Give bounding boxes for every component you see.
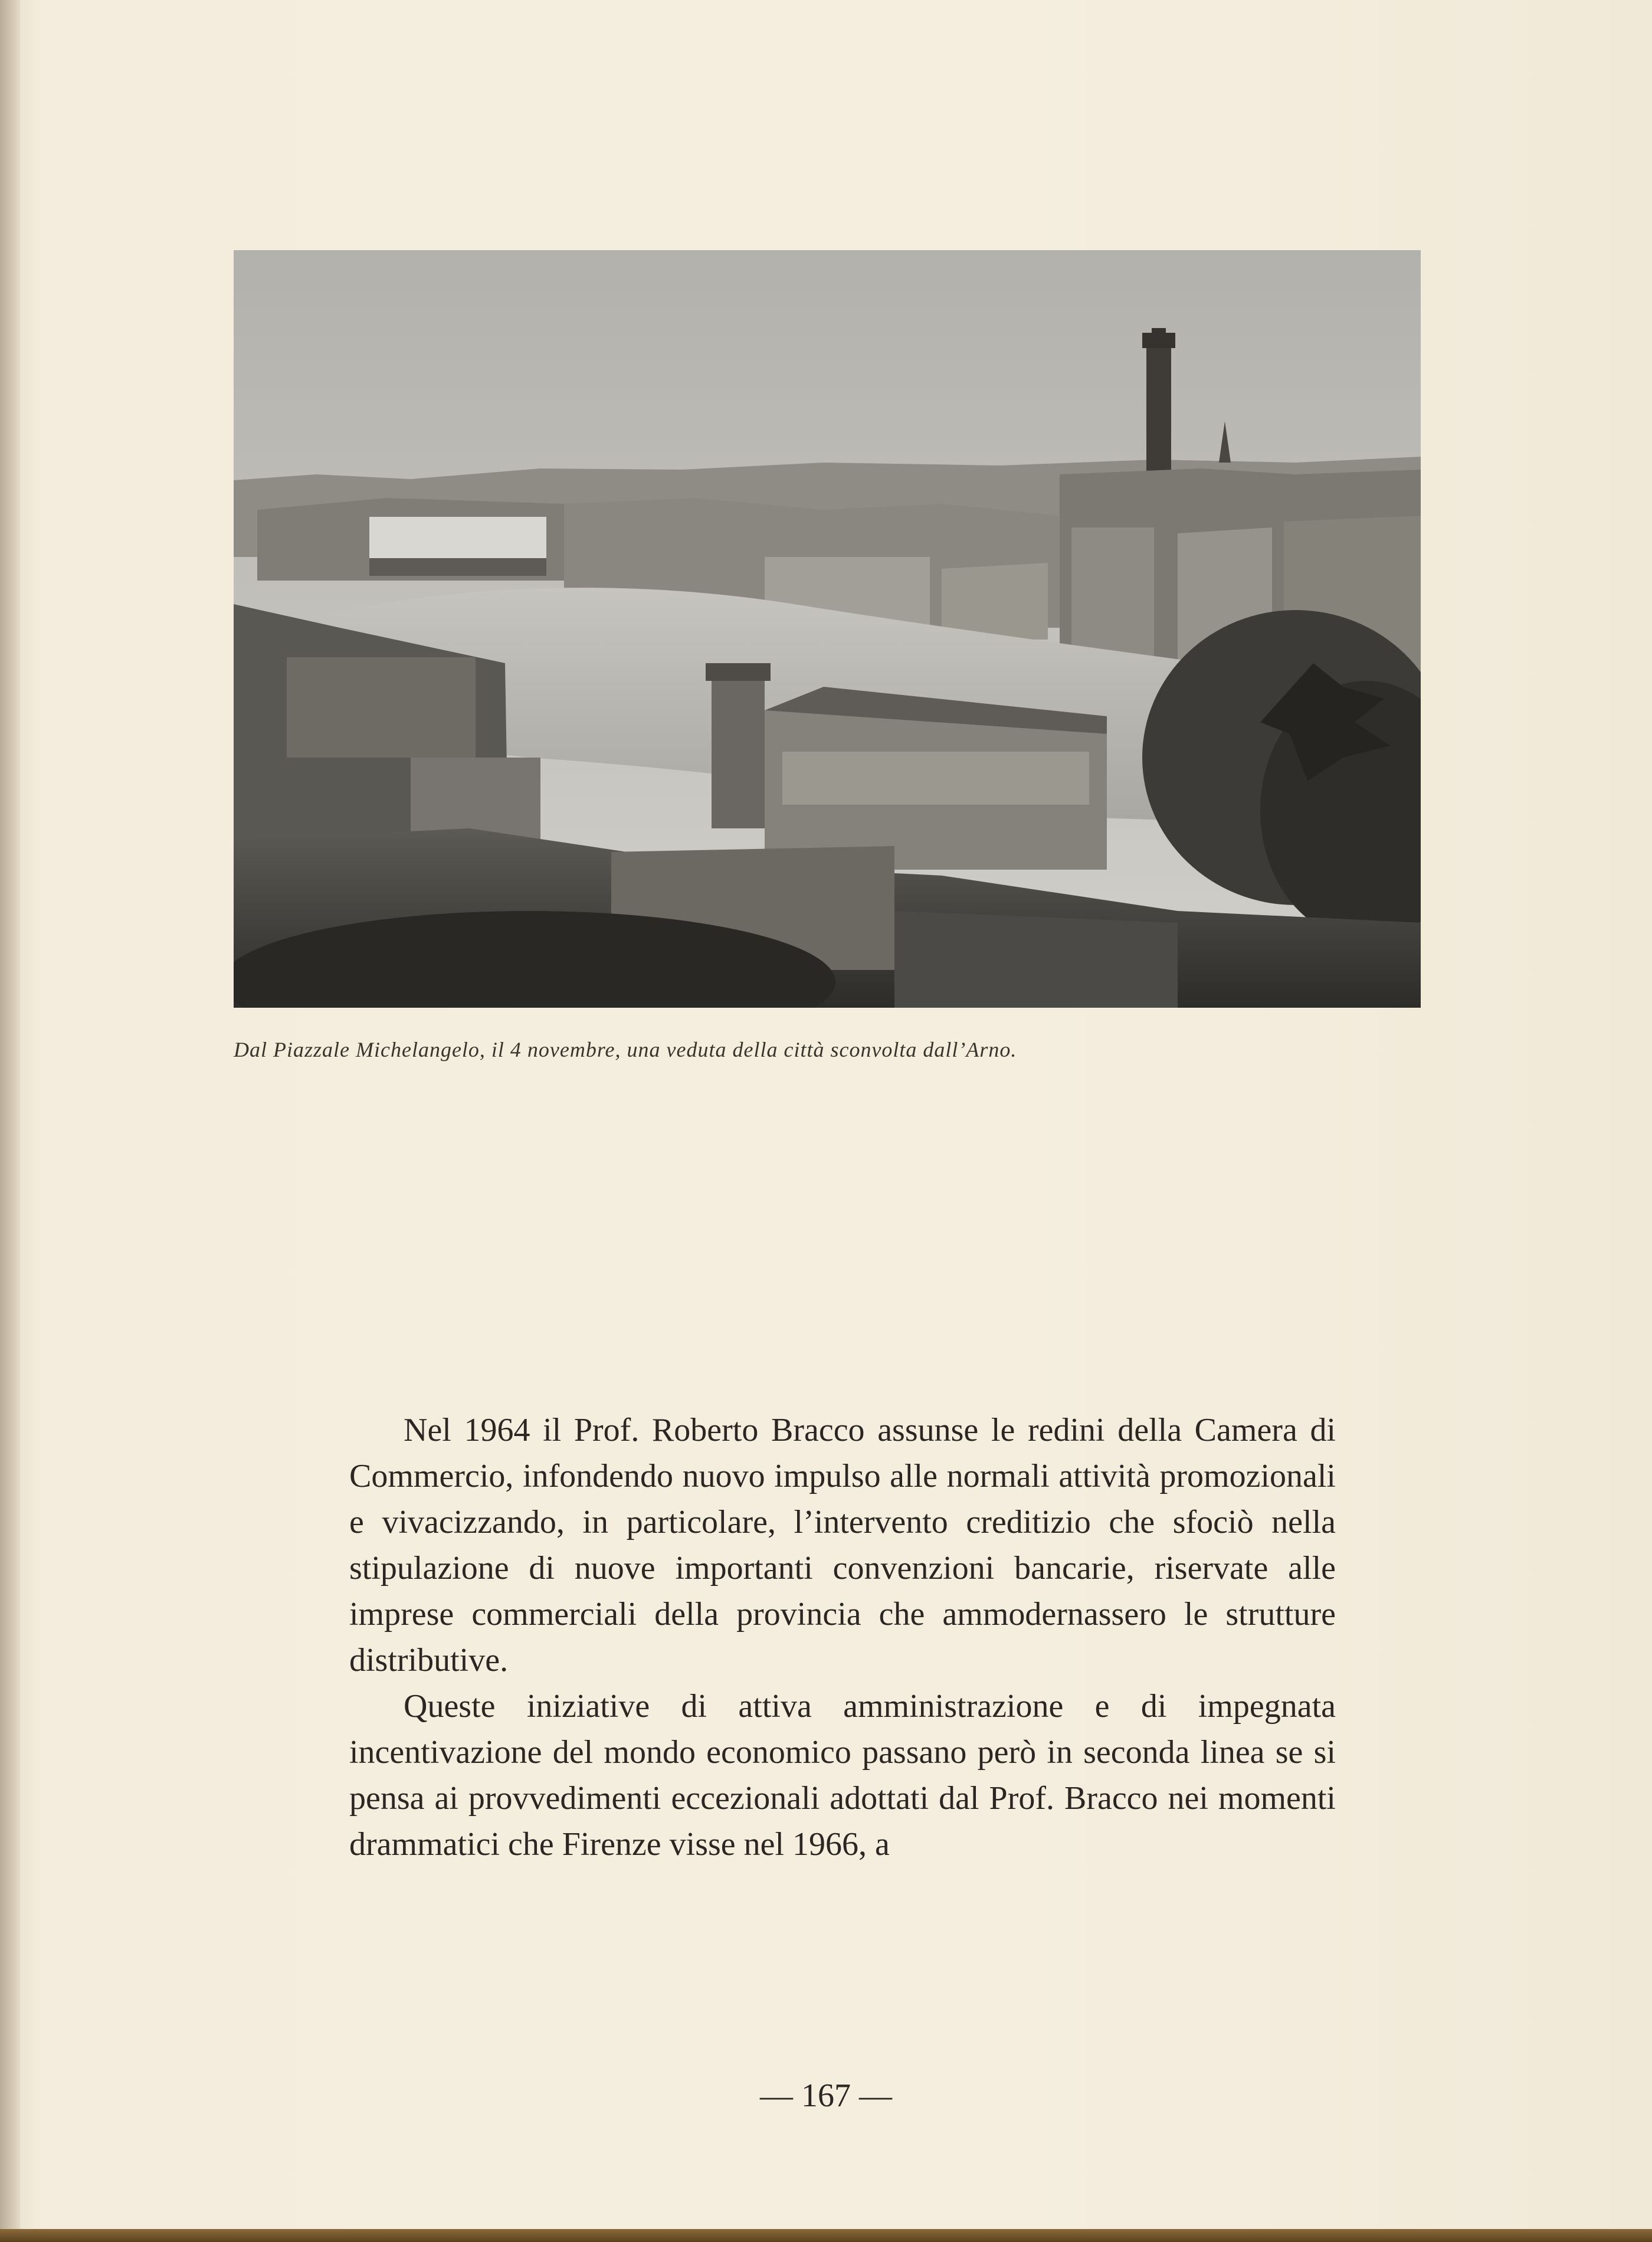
photo-caption: Dal Piazzale Michelangelo, il 4 novembre, una veduta della città sconvolta dall’Arno.	[234, 1038, 1017, 1061]
flooded-florence-photo	[234, 250, 1421, 1008]
binding-edge	[0, 0, 20, 2242]
paragraph-2: Queste iniziative di attiva amministrazione e di impegnata incentivazione del mondo economico passano però in seconda linea se si pensa ai provvedimenti eccezionali adottati dal Prof. Bracco nei momenti drammatici che Firenze visse nel 1966, a	[349, 1688, 1336, 1863]
body-text	[349, 1407, 1336, 1867]
bottom-edge	[0, 2229, 1652, 2242]
paragraph-1: Nel 1964 il Prof. Roberto Bracco assunse le redini della Camera di Commercio, infondendo nuovo impulso alle normali attività promozionali e vivacizzando, in particolare, l’intervento creditizio che sfociò nella stipulazione di nuove importanti convenzioni bancarie, riservate alle imprese commerciali della provincia che ammodernassero le strutture distributive.	[349, 1412, 1336, 1679]
page-number: — 167 —	[760, 2077, 892, 2114]
